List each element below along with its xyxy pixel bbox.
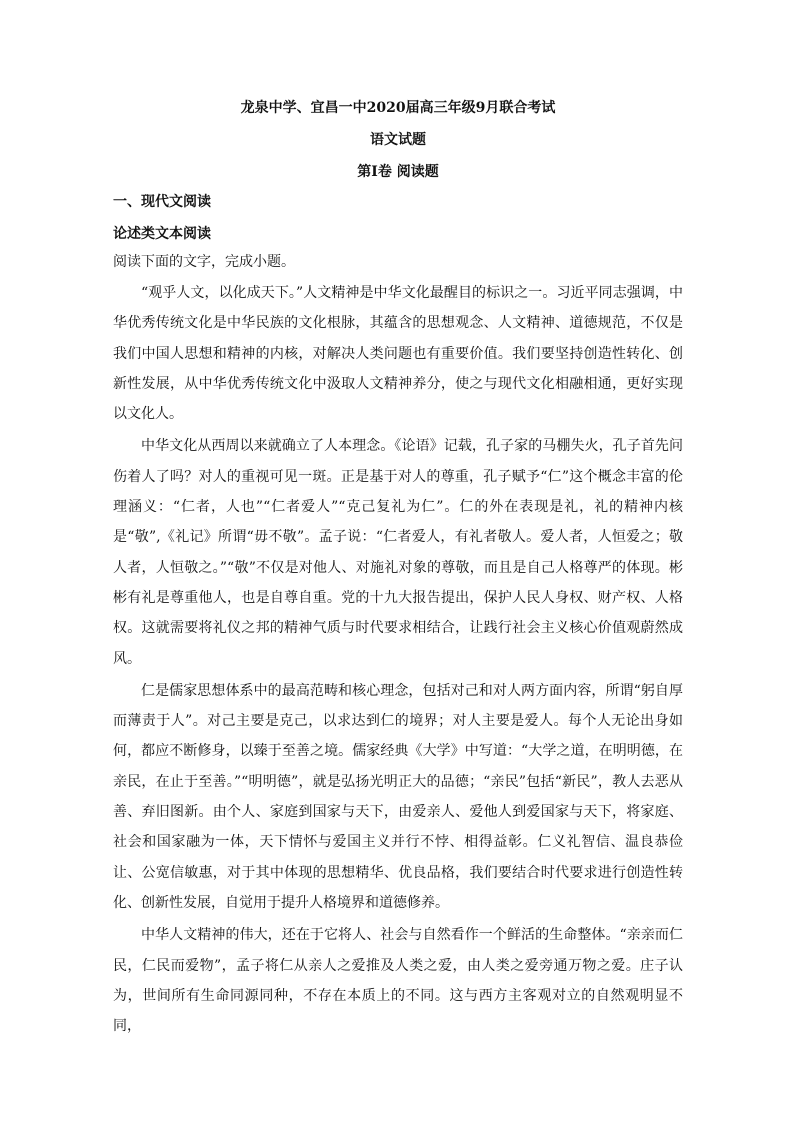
section-heading: 一、现代文阅读 [113,194,211,210]
paragraph-3: 仁是儒家思想体系中的最高范畴和核心理念，包括对己和对人两方面内容，所谓“躬自厚而薄责于人”。对己主要是克己，以求达到仁的境界；对人主要是爱人。每个人无论出身如何，都应不断修身，以臻于至善之境。儒家经典《大学》中写道：“大学之道，在明明德，在亲民，在止于至善。”“明明德”，就是弘扬光明正大的品德；“亲民”包括“新民”，教人去恶从善、弃旧图新。由个人、家庭到国家与天下，由爱亲人、爱他人到爱国家与天下，将家庭、社会和国家融为一体，天下情怀与爱国主义并行不悖、相得益彰。仁义礼智信、温良恭俭让、公宽信敏惠，对于其中体现的思想精华、优良品格，我们要结合时代要求进行创造性转化、创新性发展，自觉用于提升人格境界和道德修养。 [113,682,683,911]
subject-title: 语文试题 [370,132,426,148]
reading-instruction: 阅读下面的文字，完成小题。 [113,254,295,270]
paragraph-4: 中华人文精神的伟大，还在于它将人、社会与自然看作一个鲜活的生命整体。“亲亲而仁民，仁民而爱物”，孟子将仁从亲人之爱推及人类之爱，由人类之爱旁通万物之爱。庄子认为，世间所有生命同源同种，不存在本质上的不同。这与西方主客观对立的自然观明显不同， [113,927,683,1035]
part-title: 第Ⅰ卷 阅读题 [357,164,439,180]
exam-title: 龙泉中学、宜昌一中2020届高三年级9月联合考试 [240,100,556,116]
document-page [113,98,683,1041]
paragraph-2: 中华文化从西周以来就确立了人本理念。《论语》记载，孔子家的马棚失火，孔子首先问伤着人了吗？对人的重视可见一斑。正是基于对人的尊重，孔子赋予“仁”这个概念丰富的伦理涵义：“仁者，人也”“仁者爱人”“克己复礼为仁”。仁的外在表现是礼，礼的精神内核是“敬”,《礼记》所谓“毋不敬”。孟子说：“仁者爱人，有礼者敬人。爱人者，人恒爱之；敬人者，人恒敬之。”“敬”不仅是对他人、对施礼对象的尊敬，而且是自己人格尊严的体现。彬彬有礼是尊重他人，也是自尊自重。党的十九大报告提出，保护人民人身权、财产权、人格权。这就需要将礼仪之邦的精神气质与时代要求相结合，让践行社会主义核心价值观蔚然成风。 [113,438,683,667]
paragraph-1: “观乎人文，以化成天下。”人文精神是中华文化最醒目的标识之一。习近平同志强调，中华优秀传统文化是中华民族的文化根脉，其蕴含的思想观念、人文精神、道德规范，不仅是我们中国人思想和精神的内核，对解决人类问题也有重要价值。我们要坚持创造性转化、创新性发展，从中华优秀传统文化中汲取人文精神养分，使之与现代文化相融相通，更好实现以文化人。 [113,285,683,423]
section-subheading: 论述类文本阅读 [113,226,211,242]
